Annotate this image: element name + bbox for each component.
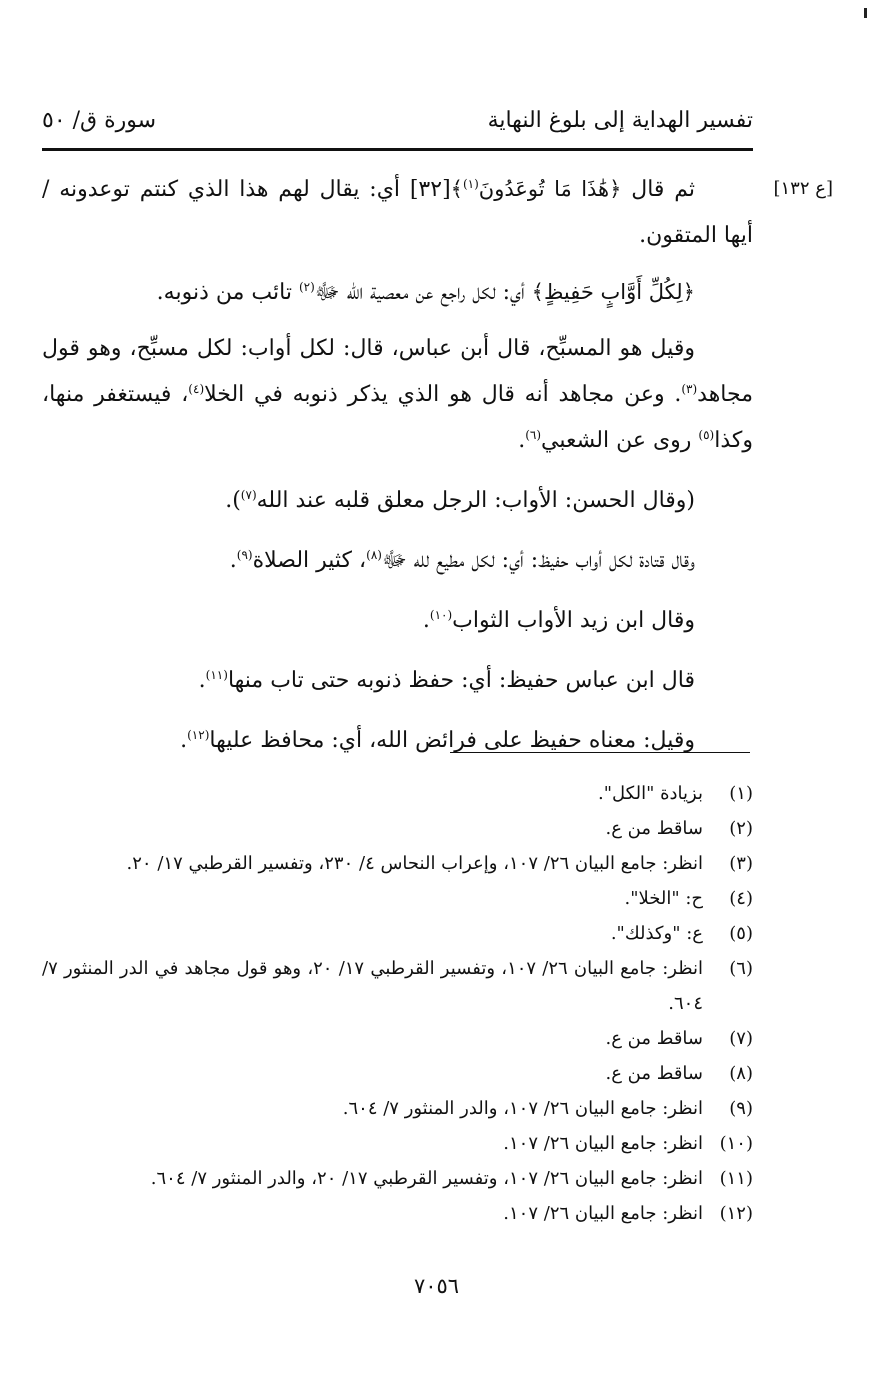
footnote-number: (٦)	[729, 958, 753, 979]
paragraph-qatada	[42, 538, 753, 584]
para-text: أي: لكل راجع عن معصية الله ﷻ	[314, 280, 532, 305]
footnote-number: (١١)	[719, 1168, 753, 1189]
para-text: . وعن مجاهد أنه قال هو الذي يذكر ذنوبه في الخلا	[204, 382, 682, 407]
footnote-number: (١)	[729, 783, 753, 804]
footnote-ref-6[interactable]: (٦)	[525, 428, 542, 442]
footnote-ref-5[interactable]: (٥)	[698, 428, 715, 442]
paragraph-verse-32	[42, 166, 753, 259]
footnote-text: ساقط من ع.	[605, 1063, 703, 1084]
paragraph-verse-explanation	[42, 269, 753, 316]
footnote-ref-9[interactable]: (٩)	[236, 548, 253, 562]
para-text: (وقال الحسن: الأواب: الرجل معلق قلبه عند الله	[256, 488, 695, 513]
para-text: ، فيستغفر منها، وكذا	[42, 382, 753, 453]
header-rule	[42, 148, 753, 151]
footnote-text: ساقط من ع.	[605, 1028, 703, 1049]
footnote-number: (٨)	[729, 1063, 753, 1084]
para-text: قال ابن عباس حفيظ: أي: حفظ ذنوبه حتى تاب منها	[227, 668, 695, 693]
main-text	[42, 166, 753, 764]
footnote-item	[42, 846, 753, 881]
paragraph-ibn-abbas	[42, 658, 753, 704]
footnote-separator	[450, 752, 750, 753]
quran-verse: ﴿هَٰذَا مَا تُوعَدُونَ	[478, 177, 622, 201]
footnote-ref-10[interactable]: (١٠)	[429, 608, 453, 622]
para-text-end: .	[180, 728, 188, 753]
para-text-end: .	[422, 608, 430, 633]
footnote-item	[42, 1056, 753, 1091]
footnote-text: انظر: جامع البيان ٢٦/ ١٠٧.	[503, 1133, 703, 1154]
footnote-ref-7[interactable]: (٧)	[240, 488, 257, 502]
footnote-text: ح: "الخلا".	[624, 888, 703, 909]
para-text: وقال ابن زيد الأواب الثواب	[452, 608, 695, 633]
footnote-number: (٢)	[729, 818, 753, 839]
footnote-ref-3[interactable]: (٣)	[681, 382, 698, 396]
footnote-ref-12[interactable]: (١٢)	[187, 728, 210, 742]
footnote-text: انظر: جامع البيان ٢٦/ ١٠٧.	[503, 1203, 703, 1224]
manuscript-folio-marker: [ع ١٣٢]	[773, 178, 833, 199]
para-text: ، كثير الصلاة	[252, 548, 367, 573]
footnote-number: (٣)	[729, 853, 753, 874]
footnote-text: ع: "وكذلك".	[610, 923, 703, 944]
footnote-text: انظر: جامع البيان ٢٦/ ١٠٧، والدر المنثور ٧/ ٦٠٤.	[342, 1098, 703, 1119]
footnote-item	[42, 951, 753, 1021]
footnote-number: (١٢)	[719, 1203, 753, 1224]
footnote-text: بزيادة "الكل".	[598, 783, 703, 804]
para-intro: ثم قال	[621, 177, 695, 202]
para-text: وقيل هو المسبِّح، قال أبن عباس، قال: لكل أواب: لكل مسبِّح، وهو قول مجاهد	[42, 336, 753, 407]
book-title: تفسير الهداية إلى بلوغ النهاية	[487, 108, 753, 133]
scan-edge-mark	[864, 8, 867, 18]
para-text: روى عن الشعبي	[541, 428, 699, 453]
footnote-text: ساقط من ع.	[605, 818, 703, 839]
footnote-item	[42, 776, 753, 811]
footnote-number: (١٠)	[719, 1133, 753, 1154]
paragraph-ibn-zayd	[42, 598, 753, 644]
quran-verse: ﴿لِكُلِّ أَوَّابٍ حَفِيظٍ﴾	[531, 280, 695, 304]
footnote-text: انظر: جامع البيان ٢٦/ ١٠٧، وتفسير القرطبي ١٧/ ٢٠، والدر المنثور ٧/ ٦٠٤.	[150, 1168, 703, 1189]
footnote-item	[42, 811, 753, 846]
footnotes	[42, 776, 753, 1231]
para-text: وقال قتادة لكل أواب حفيظ: أي: لكل مطيع لله ﷻ	[381, 548, 695, 573]
paragraph-faraid	[42, 718, 753, 764]
footnote-number: (٧)	[729, 1028, 753, 1049]
footnote-ref-1[interactable]: (١)	[462, 177, 479, 191]
para-text-end: ).	[225, 488, 241, 513]
footnote-number: (٥)	[729, 923, 753, 944]
para-text-end: .	[198, 668, 206, 693]
para-text: [٣٢] أي: يقال لهم هذا الذي كنتم توعدونه / أيها المتقون.	[42, 177, 753, 248]
paragraph-mujahid	[42, 326, 753, 464]
running-header	[42, 108, 753, 142]
footnote-ref-2[interactable]: (٢)	[298, 280, 315, 294]
footnote-item	[42, 1091, 753, 1126]
footnote-ref-4[interactable]: (٤)	[188, 382, 205, 396]
footnote-item	[42, 881, 753, 916]
para-text-end: .	[229, 548, 237, 573]
footnote-item	[42, 1196, 753, 1231]
footnote-item	[42, 916, 753, 951]
footnote-item	[42, 1161, 753, 1196]
para-text-end: .	[518, 428, 526, 453]
para-text: وقيل: معناه حفيظ على فرائض الله، أي: محافظ عليها	[209, 728, 695, 753]
paragraph-hasan	[42, 478, 753, 524]
footnote-item	[42, 1126, 753, 1161]
footnote-item	[42, 1021, 753, 1056]
para-text-end: تائب من ذنوبه.	[156, 280, 299, 305]
footnote-ref-8[interactable]: (٨)	[366, 548, 382, 562]
page-number: ٧٠٥٦	[413, 1274, 460, 1298]
footnote-number: (٩)	[729, 1098, 753, 1119]
footnote-number: (٤)	[729, 888, 753, 909]
quran-bracket: ﴾	[450, 177, 463, 201]
footnote-text: انظر: جامع البيان ٢٦/ ١٠٧، وتفسير القرطبي ١٧/ ٢٠، وهو قول مجاهد في الدر المنثور ٧/ ٦٠٤.	[42, 958, 703, 1014]
surah-label: سورة ق/ ٥٠	[42, 108, 157, 133]
footnote-ref-11[interactable]: (١١)	[205, 668, 228, 682]
footnote-text: انظر: جامع البيان ٢٦/ ١٠٧، وإعراب النحاس ٤/ ٢٣٠، وتفسير القرطبي ١٧/ ٢٠.	[126, 853, 703, 874]
